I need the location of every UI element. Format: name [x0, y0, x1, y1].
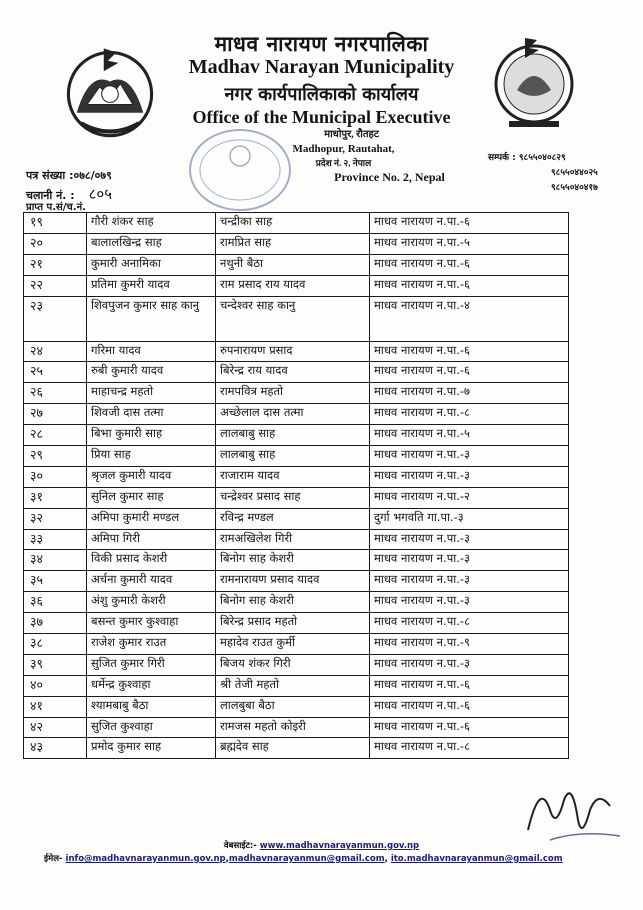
father-name-cell: रामअखिलेश गिरी [216, 529, 370, 550]
father-name-cell: लालबाबु साह [216, 425, 370, 446]
website-line [0, 840, 643, 851]
address-cell: माधव नारायण न.पा.-६ [370, 341, 569, 362]
name-cell: धर्मेन्द्र कुश्वाहा [87, 675, 216, 696]
municipality-name-np: माधव नारायण नगरपालिका [214, 32, 429, 56]
serial-number-cell: ४२ [24, 717, 87, 738]
address-en: Madhopur, Rautahat, [292, 143, 395, 155]
father-name-cell: लालबुबा बैठा [216, 696, 370, 717]
table-row [24, 634, 569, 655]
serial-number-cell: ३९ [24, 654, 87, 675]
candidate-table [23, 212, 569, 759]
table-row [24, 529, 569, 550]
serial-number-cell: ३८ [24, 634, 87, 655]
letter-number: पत्र संख्या :०७८/०७९ [26, 169, 112, 182]
table-row [24, 275, 569, 296]
address-cell: माधव नारायण न.पा.-६ [370, 675, 569, 696]
office-name-en: Office of the Municipal Executive [192, 107, 451, 127]
serial-number-cell: २२ [24, 275, 87, 296]
table-row [24, 613, 569, 634]
province-en: Province No. 2, Nepal [334, 170, 445, 184]
serial-number-cell: ३२ [24, 508, 87, 529]
address-cell: माधव नारायण न.पा.-३ [370, 592, 569, 613]
address-cell: माधव नारायण न.पा.-८ [370, 613, 569, 634]
name-cell: बसन्त कुमार कुश्वाहा [87, 613, 216, 634]
serial-number-cell: २९ [24, 446, 87, 467]
table-row [24, 213, 569, 234]
address-cell: दुर्गा भगवति गा.पा.-३ [370, 508, 569, 529]
name-cell: सुनिल कुमार साह [87, 487, 216, 508]
table-row [24, 233, 569, 254]
email-link-2[interactable]: madhavnarayanmun@gmail.com [228, 854, 385, 864]
table-row [24, 487, 569, 508]
address-cell: माधव नारायण न.पा.-३ [370, 529, 569, 550]
table-row [24, 675, 569, 696]
address-cell: माधव नारायण न.पा.-२ [370, 487, 569, 508]
address-cell: माधव नारायण न.पा.-६ [370, 362, 569, 383]
father-name-cell: चन्द्रीका साह [216, 213, 370, 234]
address-cell: माधव नारायण न.पा.-८ [370, 404, 569, 425]
father-name-cell: बिनोग साह केशरी [216, 550, 370, 571]
father-name-cell: ब्रह्मदेव साह [216, 738, 370, 759]
email-link-3[interactable]: ito.madhavnarayanmun@gmail.com [390, 854, 563, 864]
father-name-cell: बिनोग साह केशरी [216, 592, 370, 613]
contact-label: सम्पर्क : [488, 153, 516, 163]
table-row [24, 592, 569, 613]
email-link-1[interactable]: info@madhavnarayanmun.gov.np [65, 854, 226, 864]
address-cell: माधव नारायण न.पा.-५ [370, 233, 569, 254]
father-name-cell: राम प्रसाद राय यादव [216, 275, 370, 296]
name-cell: अमिपा गिरी [87, 529, 216, 550]
phone-2: ९८५५०४४०२५ [551, 168, 598, 178]
email-label: ईमेल- [44, 854, 63, 864]
address-cell: माधव नारायण न.पा.-४ [370, 296, 569, 341]
table-row [24, 696, 569, 717]
email-line: ईमेल- info@madhavnarayanmun.gov.np,madhavnarayanmun@gmail.com, ito.madhavnarayanmun@gmail.com [44, 854, 563, 864]
name-cell: श्यामबाबु बैठा [87, 696, 216, 717]
table-row [24, 254, 569, 275]
name-cell: कुमारी अनामिका [87, 254, 216, 275]
address-cell: माधव नारायण न.पा.-३ [370, 550, 569, 571]
serial-number-cell: १९ [24, 213, 87, 234]
table-row [24, 362, 569, 383]
address-cell: माधव नारायण न.पा.-९ [370, 634, 569, 655]
name-cell: शिवपुजन कुमार साह कानु [87, 296, 216, 341]
office-stamp [186, 126, 294, 214]
dispatch-label: चलानी नं. : [26, 189, 75, 202]
serial-number-cell: ३३ [24, 529, 87, 550]
table-row [24, 508, 569, 529]
name-cell: श्रृजल कुमारी यादव [87, 466, 216, 487]
table-row [24, 425, 569, 446]
website-label: वेबसाईट:- [223, 841, 257, 851]
serial-number-cell: ४३ [24, 738, 87, 759]
father-name-cell: रुपनारायण प्रसाद [216, 341, 370, 362]
father-name-cell: चन्द्रेश्वर प्रसाद साह [216, 487, 370, 508]
name-cell: शिवजी दास तत्मा [87, 404, 216, 425]
father-name-cell: बिरेन्द्र प्रसाद महतो [216, 613, 370, 634]
serial-number-cell: ३१ [24, 487, 87, 508]
serial-number-cell: ३७ [24, 613, 87, 634]
name-cell: सुजित कुश्वाहा [87, 717, 216, 738]
address-cell: माधव नारायण न.पा.-७ [370, 383, 569, 404]
table-row [24, 296, 569, 341]
serial-number-cell: ३६ [24, 592, 87, 613]
table-row [24, 341, 569, 362]
address-cell: माधव नारायण न.पा.-६ [370, 213, 569, 234]
father-name-cell: राजाराम यादव [216, 466, 370, 487]
serial-number-cell: २७ [24, 404, 87, 425]
name-cell: सुजित कुमार गिरी [87, 654, 216, 675]
name-cell: प्रमोद कुमार साह [87, 738, 216, 759]
address-cell: माधव नारायण न.पा.-३ [370, 654, 569, 675]
father-name-cell: बिरेन्द्र राय यादव [216, 362, 370, 383]
address-cell: माधव नारायण न.पा.-६ [370, 696, 569, 717]
father-name-cell: बिजय शंकर गिरी [216, 654, 370, 675]
phone-3: ९८५५०४०४१७ [551, 183, 598, 193]
serial-number-cell: ४० [24, 675, 87, 696]
name-cell: प्रिया साह [87, 446, 216, 467]
municipality-name-en: Madhav Narayan Municipality [188, 56, 455, 78]
contact-block [488, 151, 598, 196]
serial-number-cell: २४ [24, 341, 87, 362]
father-name-cell: चन्देश्वर साह कानु [216, 296, 370, 341]
name-cell: बालालखिन्द्र साह [87, 233, 216, 254]
father-name-cell: रविन्द्र मण्डल [216, 508, 370, 529]
table-row [24, 717, 569, 738]
name-cell: अर्चना कुमारी यादव [87, 571, 216, 592]
name-cell: विकी प्रसाद केशरी [87, 550, 216, 571]
serial-number-cell: ३० [24, 466, 87, 487]
address-cell: माधव नारायण न.पा.-३ [370, 571, 569, 592]
table-row [24, 654, 569, 675]
serial-number-cell: २० [24, 233, 87, 254]
father-name-cell: रामजस महतो कोइरी [216, 717, 370, 738]
father-name-cell: लालबाबु साह [216, 446, 370, 467]
name-cell: अमिपा कुमारी मण्डल [87, 508, 216, 529]
name-cell: बिभा कुमारी साह [87, 425, 216, 446]
serial-number-cell: ४१ [24, 696, 87, 717]
name-cell: रुबी कुमारी यादव [87, 362, 216, 383]
name-cell: गौरी शंकर साह [87, 213, 216, 234]
name-cell: माहाचन्द्र महतो [87, 383, 216, 404]
serial-number-cell: २८ [24, 425, 87, 446]
address-cell: माधव नारायण न.पा.-३ [370, 466, 569, 487]
name-cell: अंशु कुमारी केशरी [87, 592, 216, 613]
dispatch-value: ८०५ [88, 185, 112, 203]
table-row [24, 446, 569, 467]
address-cell: माधव नारायण न.पा.-५ [370, 425, 569, 446]
office-name-np: नगर कार्यपालिकाको कार्यालय [224, 84, 419, 105]
phone-1: ९८५५०४०८२९ [518, 153, 566, 163]
address-cell: माधव नारायण न.पा.-६ [370, 254, 569, 275]
father-name-cell: नथुनी बैठा [216, 254, 370, 275]
address-cell: माधव नारायण न.पा.-६ [370, 275, 569, 296]
website-link[interactable]: www.madhavnarayanmun.gov.np [259, 841, 420, 851]
father-name-cell: महादेव राउत कुर्मी [216, 634, 370, 655]
father-name-cell: अच्छेलाल दास तत्मा [216, 404, 370, 425]
serial-number-cell: २६ [24, 383, 87, 404]
table-row [24, 404, 569, 425]
province-np: प्रदेश नं. २, नेपाल [315, 158, 372, 168]
name-cell: गरिमा यादव [87, 341, 216, 362]
name-cell: प्रतिमा कुमरी यादव [87, 275, 216, 296]
father-name-cell: श्री तेजी महतो [216, 675, 370, 696]
address-cell: माधव नारायण न.पा.-३ [370, 446, 569, 467]
serial-number-cell: २१ [24, 254, 87, 275]
father-name-cell: रामपवित्र महतो [216, 383, 370, 404]
serial-number-cell: २३ [24, 296, 87, 341]
address-np: माधोपुर, रौतहट [324, 129, 379, 140]
father-name-cell: रामप्रित साह [216, 233, 370, 254]
address-cell: माधव नारायण न.पा.-६ [370, 717, 569, 738]
serial-number-cell: २५ [24, 362, 87, 383]
table-row [24, 383, 569, 404]
table-row [24, 738, 569, 759]
serial-number-cell: ३५ [24, 571, 87, 592]
father-name-cell: रामनारायण प्रसाद यादव [216, 571, 370, 592]
address-cell: माधव नारायण न.पा.-८ [370, 738, 569, 759]
table-row [24, 466, 569, 487]
name-cell: राजेश कुमार राउत [87, 634, 216, 655]
received-number: प्राप्त प.सं/च.नं. [26, 202, 86, 213]
table-row [24, 550, 569, 571]
table-row [24, 571, 569, 592]
serial-number-cell: ३४ [24, 550, 87, 571]
